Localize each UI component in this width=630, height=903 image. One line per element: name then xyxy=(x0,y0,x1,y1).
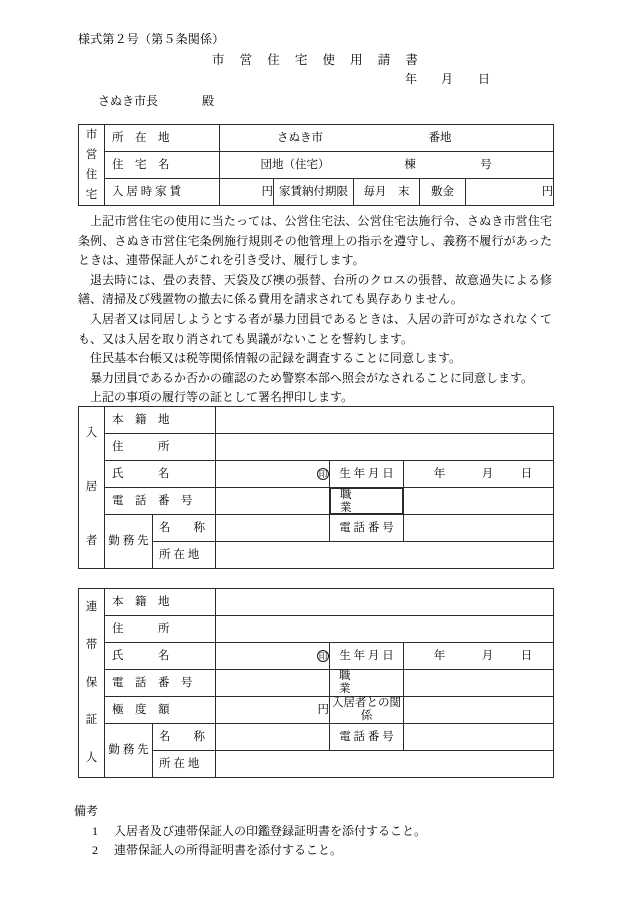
date-day-label: 日 xyxy=(478,72,491,86)
resident-name-label: 氏 名 xyxy=(112,467,170,480)
agreement-paragraph: 入居者又は同居しようとする者が暴力団員であるときは、入居の許可がなされなくても、又は入居を取り消されても異議がないことを誓約します。 xyxy=(78,311,552,346)
rent-due-label-cell xyxy=(274,179,354,206)
housing-name-label-cell xyxy=(105,152,220,179)
side-label-char: 保 xyxy=(85,676,98,689)
agreement-paragraph: 退去時には、畳の表替、天袋及び襖の張替、台所のクロスの張替、故意過失による修繕、清掃及び残置物の撤去に係る費用を請求されても異存ありません。 xyxy=(78,272,552,307)
birth-year-label: 年 xyxy=(433,649,446,662)
deposit-currency-unit: 円 xyxy=(541,185,554,198)
guarantor-workplace-label-cell xyxy=(105,724,153,778)
addressee-name: さぬき市長 xyxy=(98,94,159,108)
table-row xyxy=(79,616,554,643)
guarantor-name-input[interactable] xyxy=(216,643,330,670)
building-label: 棟 xyxy=(404,158,416,171)
side-label-char: 居 xyxy=(85,481,98,494)
guarantor-limit-input[interactable] xyxy=(216,697,330,724)
rent-due-value-cell[interactable] xyxy=(354,179,420,206)
addressee-honorific: 殿 xyxy=(202,94,215,108)
table-row xyxy=(79,434,554,461)
remarks-item xyxy=(74,841,426,861)
initial-rent-value-cell[interactable] xyxy=(220,179,274,206)
side-label-char: 帯 xyxy=(85,639,98,652)
side-label-char: 宅 xyxy=(85,188,98,201)
side-label-char: 住 xyxy=(85,168,98,181)
table-row xyxy=(79,589,554,616)
side-label-char: 者 xyxy=(85,534,98,547)
municipal-housing-table xyxy=(78,124,554,206)
resident-table xyxy=(78,406,554,569)
agreement-paragraph: 暴力団員であるか否かの確認のため警察本部へ照会がなされることに同意します。 xyxy=(90,370,534,385)
resident-workplace-name-label: 名 称 xyxy=(159,521,205,534)
remarks-section xyxy=(74,802,426,861)
resident-workplace-phone-label-cell xyxy=(330,515,404,542)
resident-phone-label: 電 話 番 号 xyxy=(112,494,193,507)
table-row xyxy=(79,643,554,670)
resident-workplace-address-input[interactable] xyxy=(216,542,554,569)
housing-name-label: 住 宅 名 xyxy=(112,158,170,171)
deposit-label-cell xyxy=(420,179,466,206)
table-row xyxy=(79,697,554,724)
guarantor-workplace-name-label-cell xyxy=(153,724,216,751)
resident-workplace-address-label-cell xyxy=(153,542,216,569)
danchi-label: 団地（住宅） xyxy=(260,158,330,171)
resident-address-input[interactable] xyxy=(216,434,554,461)
resident-domicile-input[interactable] xyxy=(216,407,554,434)
side-label-char: 証 xyxy=(85,714,98,727)
resident-occupation-label: 職 業 xyxy=(340,489,386,514)
location-city: さぬき市 xyxy=(277,131,323,144)
agreement-paragraph: 住民基本台帳又は税等関係情報の記録を調査することに同意します。 xyxy=(90,351,462,366)
room-number-label: 号 xyxy=(480,158,492,171)
resident-workplace-phone-label: 電 話 番 号 xyxy=(339,521,394,534)
resident-address-label: 住 所 xyxy=(112,440,170,453)
guarantor-workplace-address-input[interactable] xyxy=(216,751,554,778)
resident-side-label xyxy=(79,407,105,569)
guarantor-table xyxy=(78,588,554,778)
resident-phone-input[interactable] xyxy=(216,488,330,515)
guarantor-relation-input[interactable] xyxy=(404,697,554,724)
side-label-char: 入 xyxy=(85,427,98,440)
page-title: 市 営 住 宅 使 用 請 書 xyxy=(212,53,424,67)
location-label: 所 在 地 xyxy=(112,131,170,144)
resident-occupation-input[interactable] xyxy=(404,488,554,515)
housing-name-value-cell[interactable] xyxy=(220,152,554,179)
location-label-cell xyxy=(105,125,220,152)
guarantor-workplace-name-input[interactable] xyxy=(216,724,330,751)
resident-birth-input[interactable] xyxy=(404,461,554,488)
table-row xyxy=(79,407,554,434)
rent-due-label: 家賃納付期限 xyxy=(279,185,348,198)
resident-workplace-name-label-cell xyxy=(153,515,216,542)
guarantor-workplace-phone-label: 電 話 番 号 xyxy=(339,730,394,743)
resident-workplace-phone-input[interactable] xyxy=(404,515,554,542)
side-label-char: 営 xyxy=(85,148,98,161)
guarantor-domicile-input[interactable] xyxy=(216,589,554,616)
table-row xyxy=(79,670,554,697)
guarantor-workplace-address-label: 所 在 地 xyxy=(159,757,200,770)
housing-side-label xyxy=(79,125,105,206)
guarantor-name-label: 氏 名 xyxy=(112,649,170,662)
guarantor-address-label: 住 所 xyxy=(112,622,170,635)
guarantor-workplace-label: 勤 務 先 xyxy=(108,744,149,757)
location-value-cell[interactable] xyxy=(220,125,554,152)
table-row xyxy=(79,179,554,206)
remarks-item xyxy=(74,822,426,842)
guarantor-workplace-phone-label-cell xyxy=(330,724,404,751)
limit-currency-unit: 円 xyxy=(317,703,329,716)
guarantor-name-label-cell xyxy=(105,643,216,670)
resident-workplace-label: 勤 務 先 xyxy=(108,535,149,548)
addressee-line xyxy=(98,92,214,109)
agreement-body xyxy=(78,212,552,408)
guarantor-birth-label-cell xyxy=(330,643,404,670)
resident-workplace-address-label: 所 在 地 xyxy=(159,548,200,561)
resident-domicile-label: 本 籍 地 xyxy=(112,413,170,426)
date-year-label: 年 xyxy=(405,72,418,86)
date-month-label: 月 xyxy=(441,72,454,86)
agreement-paragraph: 上記市営住宅の使用に当たっては、公営住宅法、公営住宅法施行令、さぬき市営住宅条例、さぬき市営住宅条例施行規則その他管理上の指示を遵守し、義務不履行があったときは、連帯保証人がこれを引き受け、履行します。 xyxy=(78,214,552,268)
remarks-item-number: 2 xyxy=(92,843,98,857)
seal-icon: 印 xyxy=(318,469,328,480)
remarks-item-number: 1 xyxy=(92,823,98,838)
guarantor-domicile-label: 本 籍 地 xyxy=(112,595,170,608)
resident-name-input[interactable] xyxy=(216,461,330,488)
guarantor-occupation-label: 職 業 xyxy=(339,670,385,695)
guarantor-birth-input[interactable] xyxy=(404,643,554,670)
table-row xyxy=(79,125,554,152)
birth-month-label: 月 xyxy=(481,649,494,662)
birth-day-label: 日 xyxy=(520,649,533,662)
resident-name-label-cell xyxy=(105,461,216,488)
guarantor-workplace-name-label: 名 称 xyxy=(159,730,205,743)
resident-workplace-name-input[interactable] xyxy=(216,515,330,542)
guarantor-occupation-label-cell xyxy=(330,670,404,697)
remarks-item-text: 入居者及び連帯保証人の印鑑登録証明書を添付すること。 xyxy=(114,823,427,838)
guarantor-phone-input[interactable] xyxy=(216,670,330,697)
guarantor-workplace-address-label-cell xyxy=(153,751,216,778)
side-label-char: 市 xyxy=(85,128,98,141)
guarantor-workplace-phone-input[interactable] xyxy=(404,724,554,751)
agreement-paragraph: 上記の事項の履行等の証として署名押印します。 xyxy=(90,390,354,405)
guarantor-phone-label: 電 話 番 号 xyxy=(112,676,193,689)
remarks-item-text: 連帯保証人の所得証明書を添付すること。 xyxy=(114,843,343,857)
form-number: 様式第２号（第５条関係） xyxy=(78,32,225,46)
guarantor-side-label xyxy=(79,589,105,778)
guarantor-limit-label: 極 度 額 xyxy=(112,703,170,716)
resident-address-label-cell xyxy=(105,434,216,461)
resident-workplace-label-cell xyxy=(105,515,153,569)
resident-domicile-label-cell xyxy=(105,407,216,434)
resident-occupation-label-cell xyxy=(330,488,403,514)
guarantor-relation-label: 入居者との関係 xyxy=(332,697,401,722)
side-label-char: 連 xyxy=(85,601,98,614)
rent-currency-unit: 円 xyxy=(261,185,273,198)
table-row xyxy=(79,461,554,488)
submission-date-line xyxy=(405,70,490,87)
guarantor-address-input[interactable] xyxy=(216,616,554,643)
birth-month-label: 月 xyxy=(481,467,494,480)
seal-icon: 印 xyxy=(318,651,328,662)
guarantor-occupation-input[interactable] xyxy=(404,670,554,697)
location-banchi: 番地 xyxy=(428,131,452,144)
initial-rent-label-cell xyxy=(105,179,220,206)
table-row xyxy=(79,152,554,179)
deposit-label: 敷金 xyxy=(431,185,454,198)
guarantor-phone-label-cell xyxy=(105,670,216,697)
side-label-char: 人 xyxy=(85,751,98,764)
resident-birth-label-cell xyxy=(330,461,404,488)
table-row xyxy=(79,515,554,542)
birth-year-label: 年 xyxy=(433,467,446,480)
guarantor-limit-label-cell xyxy=(105,697,216,724)
remarks-title: 備考 xyxy=(74,804,99,818)
birth-day-label: 日 xyxy=(520,467,533,480)
resident-phone-label-cell xyxy=(105,488,216,515)
table-row xyxy=(79,488,554,515)
guarantor-birth-label: 生 年 月 日 xyxy=(339,649,394,662)
initial-rent-label: 入 居 時 家 賃 xyxy=(112,185,181,198)
guarantor-address-label-cell xyxy=(105,616,216,643)
guarantor-domicile-label-cell xyxy=(105,589,216,616)
resident-birth-label: 生 年 月 日 xyxy=(339,467,394,480)
table-row xyxy=(79,724,554,751)
guarantor-relation-label-cell xyxy=(330,697,404,724)
rent-due-value: 毎月 末 xyxy=(363,185,410,198)
deposit-value-cell[interactable] xyxy=(466,179,554,206)
